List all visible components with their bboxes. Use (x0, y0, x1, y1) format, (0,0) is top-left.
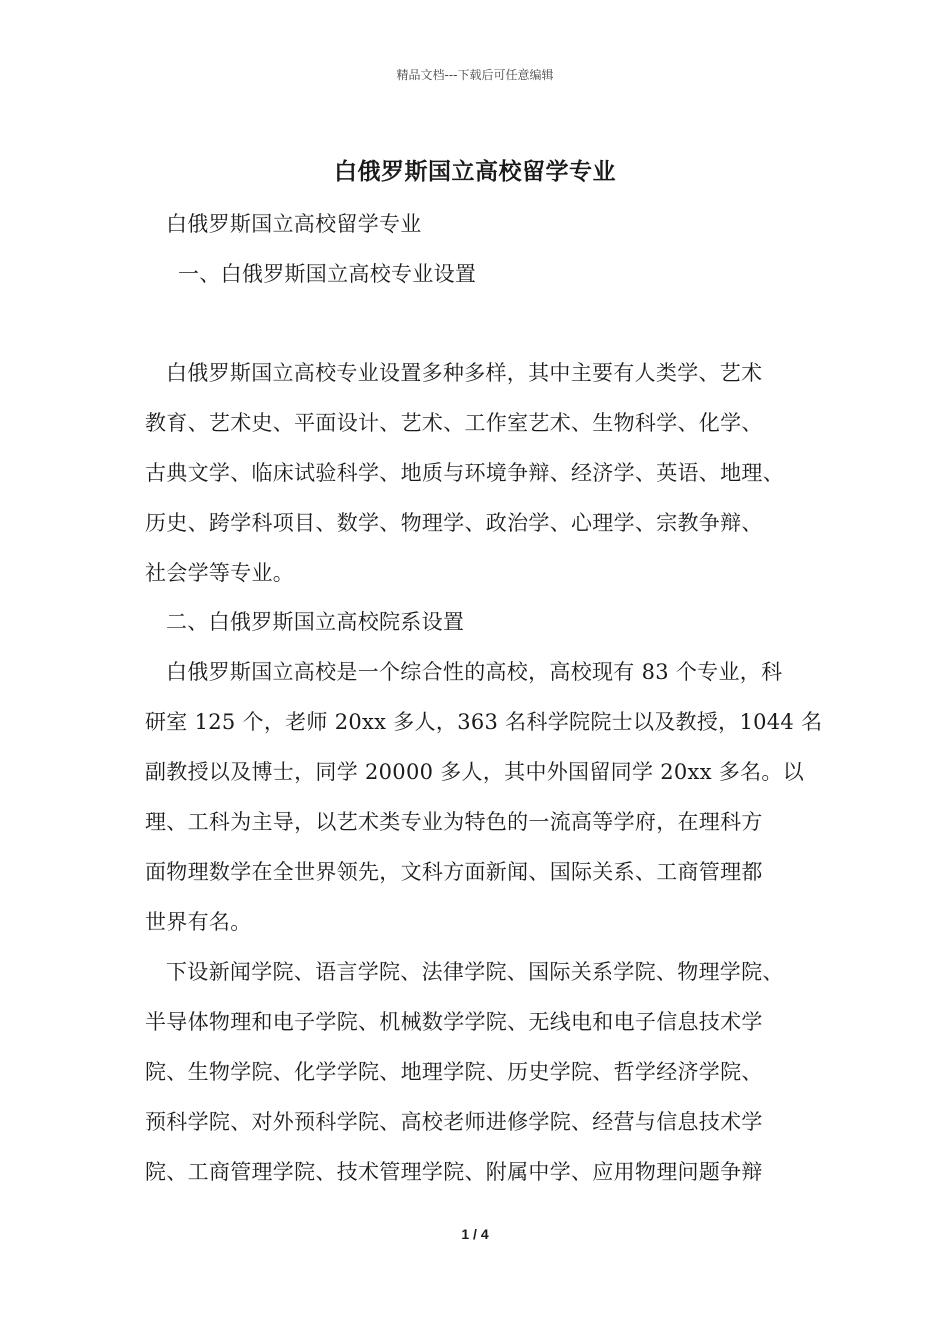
paragraph-line: 院、工商管理学院、技术管理学院、附属中学、应用物理问题争辩 (145, 1160, 763, 1184)
document-subtitle: 白俄罗斯国立高校留学专业 (166, 212, 422, 236)
paragraph-line: 白俄罗斯国立高校专业设置多种多样，其中主要有人类学、艺术 (166, 361, 763, 385)
paragraph-line: 面物理数学在全世界领先，文科方面新闻、国际关系、工商管理都 (145, 860, 763, 884)
paragraph-line: 历史、跨学科项目、数学、物理学、政治学、心理学、宗教争辩、 (145, 511, 763, 535)
document-title: 白俄罗斯国立高校留学专业 (334, 158, 616, 185)
section1-heading: 一、白俄罗斯国立高校专业设置 (178, 262, 477, 286)
paragraph-line: 研室 125 个，老师 20xx 多人，363 名科学院院士以及教授，1044 名 (145, 710, 823, 734)
page-header: 精品文档---下载后可任意编辑 (396, 68, 554, 82)
paragraph-line: 预科学院、对外预科学院、高校老师进修学院、经营与信息技术学 (145, 1110, 763, 1134)
paragraph-line: 院、生物学院、化学学院、地理学院、历史学院、哲学经济学院、 (145, 1060, 763, 1084)
paragraph-line: 下设新闻学院、语言学院、法律学院、国际关系学院、物理学院、 (166, 960, 784, 984)
paragraph-line: 白俄罗斯国立高校是一个综合性的高校，高校现有 83 个专业，科 (166, 660, 783, 684)
page-indicator: 1 / 4 (461, 1226, 489, 1242)
paragraph-line: 古典文学、临床试验科学、地质与环境争辩、经济学、英语、地理、 (145, 461, 784, 485)
paragraph-line: 社会学等专业。 (145, 561, 295, 585)
section2-heading: 二、白俄罗斯国立高校院系设置 (166, 610, 465, 634)
paragraph-line: 副教授以及博士，同学 20000 多人，其中外国留同学 20xx 多名。以 (145, 760, 805, 784)
paragraph-line: 世界有名。 (145, 910, 252, 934)
paragraph-line: 半导体物理和电子学院、机械数学学院、无线电和电子信息技术学 (145, 1010, 763, 1034)
paragraph-line: 理、工科为主导，以艺术类专业为特色的一流高等学府，在理科方 (145, 810, 763, 834)
paragraph-line: 教育、艺术史、平面设计、艺术、工作室艺术、生物科学、化学、 (145, 411, 763, 435)
